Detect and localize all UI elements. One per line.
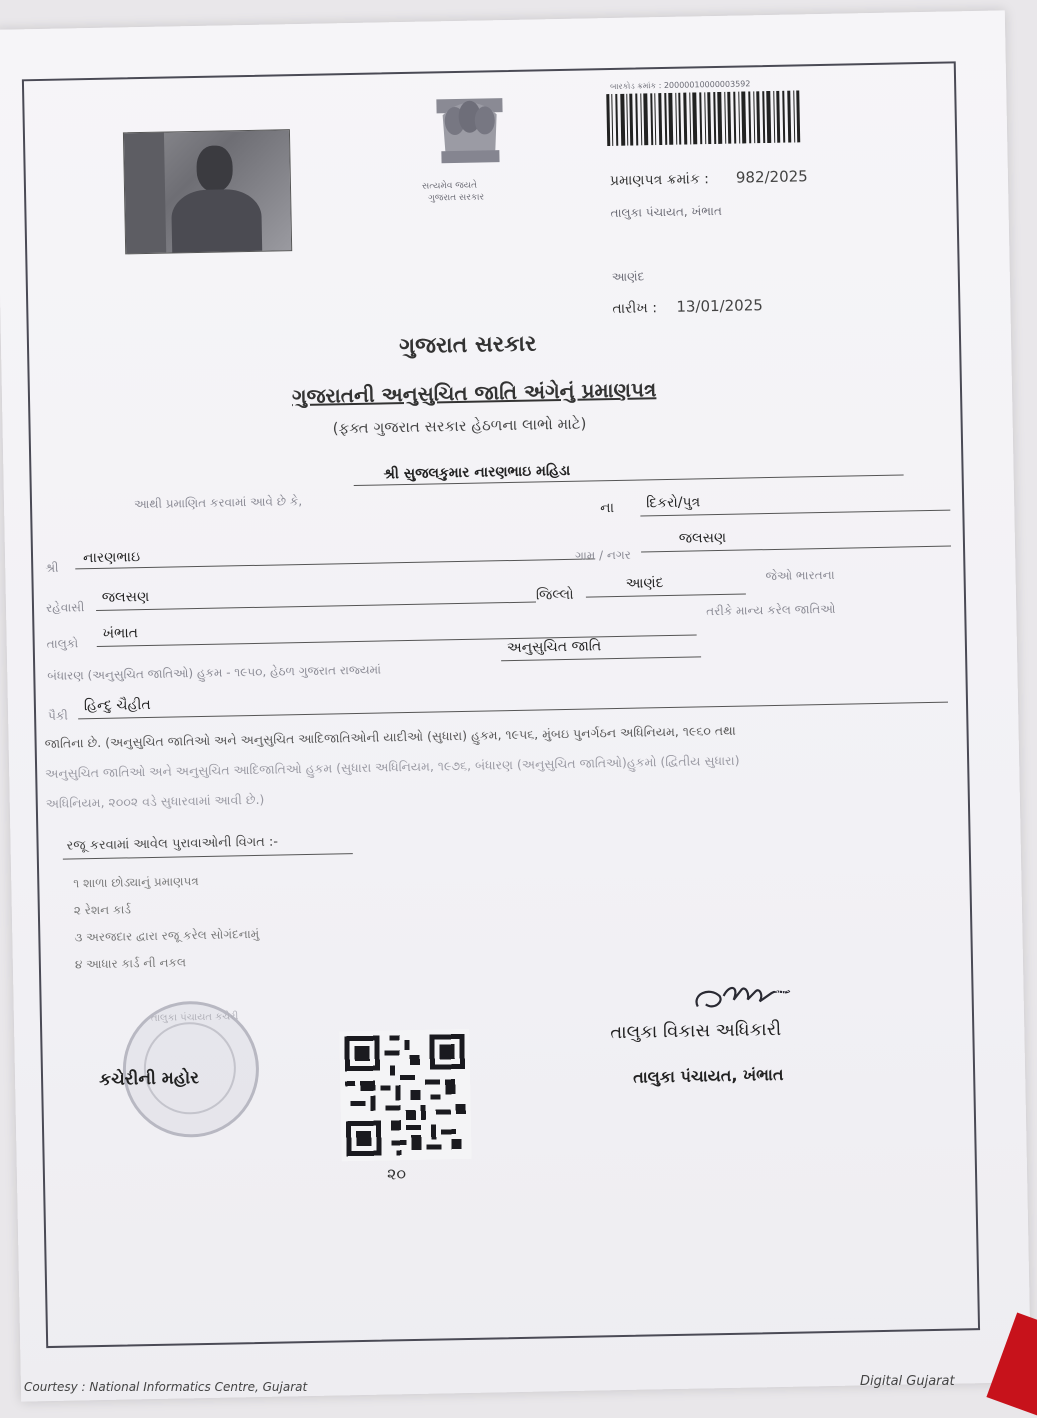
applicant-photo [123,129,292,254]
certificate-title: ગુજરાતની અનુસુચિત જાતિ અંગેનું પ્રમાણપત્ર [291,377,657,409]
certificate-subtitle: (ફક્ત ગુજરાત સરકાર હેઠળના લાભો માટે) [332,414,587,438]
list-item: ૧ શાળા છોડ્યાનું પ્રમાણપત્ર [73,874,199,891]
issuing-office: તાલુકા પંચાયત, ખંભાત [610,203,722,221]
taluka: ખંભાત [102,625,139,642]
relation: દિકરો/પુત્ર [645,494,701,512]
legal-line-3: અધિનિયમ, ૨૦૦૨ વડે સુધારવામાં આવી છે.) [45,791,265,811]
state-suffix: જેઓ ભારતના [765,567,835,584]
legal-paragraph [44,712,926,819]
officer-office: તાલુકા પંચાયત, ખંભાત [632,1064,784,1087]
seal-text: તાલુકા પંચાયત કચેરી [150,1011,239,1025]
relation-prefix: ના [600,500,615,517]
order-text: બંધારણ (અનુસુચિત જાતિઓ) હુકમ - ૧૯૫૦, હેઠળ ગુજરાત રાજ્યમાં [47,662,382,683]
legal-line-1: જાતિના છે. (અનુસુચિત જાતિઓ અને અનુસુચિત આદિજાતિઓની યાદીઓ (સુધારા) હુકમ, ૧૯૫૬, મુંબઇ પુનર્ગઠન અધિનિયમ, ૧૯૬૦ તથા [44,722,736,751]
list-item: ૩ અરજદાર દ્વારા રજૂ કરેલ સોગંદનામું [74,926,260,945]
footer-courtesy: Courtesy : National Informatics Centre, Gujarat [24,1380,308,1394]
list-item: ૨ રેશન કાર્ડ [73,902,132,918]
signature-mark [689,974,810,1022]
cert-no: 982/2025 [735,167,808,187]
signature-text: Sd/- [773,986,790,997]
certificate-sheet [0,10,1031,1401]
emblem-subtext: ગુજરાત સરકાર [428,192,485,204]
list-item: ૪ આધાર કાર્ડ ની નકલ [74,955,187,972]
office-seal-label: કચેરીની મહોર [98,1068,200,1091]
father-name: નારણભાઇ [82,549,141,567]
qr-code-icon [339,1029,471,1161]
caste-type: અનુસુચિત જાતિ [506,638,602,657]
district: આણંદ [625,575,664,592]
caste-suffix: તરીકે માન્ય કરેલ જાતિઓ [706,601,836,619]
documents-list [73,867,260,979]
issue-date: 13/01/2025 [676,296,763,316]
village-label: ગામ / નગર [574,547,632,563]
village: જલસણ [678,529,727,547]
resident-label: રહેવાસી [45,600,85,615]
government-title: ગુજરાત સરકાર [398,331,537,360]
caste-prefix: પૈકી [47,708,68,723]
footer-brand: Digital Gujarat [860,1374,955,1389]
barcode-icon [596,90,807,146]
applicant-name: શ્રી સુજલકુમાર નારણભાઇ મહિડા [383,462,571,483]
qr-number: ૨૦ [386,1164,407,1184]
issue-place: આણંદ [611,269,645,285]
certify-prefix: આથી પ્રમાણિત કરવામાં આવે છે કે, [133,494,303,512]
emblem-text: સત્યમેવ જયતે [421,180,478,192]
father-prefix: શ્રી [45,560,59,575]
caste-name: હિન્દુ ચૈહીત [83,696,151,715]
resident: જલસણ [101,588,150,606]
officer-designation: તાલુકા વિકાસ અધિકારી [610,1018,782,1044]
cert-no-label: પ્રમાણપત્ર ક્રમાંક : [609,171,710,190]
district-label: જિલ્લો [535,586,574,604]
date-label: તારીખ : [612,300,658,318]
taluka-label: તાલુકો [46,636,79,651]
legal-line-2: અનુસુચિત જાતિઓ અને અનુસુચિત આદિજાતિઓ હુકમ (સુધારા અધિનિયમ, ૧૯૭૬, બંધારણ (અનુસુચિત જાતિઓ)હુકમો (દ્વિતીય સુધારા) [45,752,740,781]
documents-heading: રજૂ કરવામાં આવેલ પુરાવાઓની વિગત :- [66,834,279,854]
barcode-label: બારકોડ ક્રમાંક : 20000010000003592 [610,79,751,92]
